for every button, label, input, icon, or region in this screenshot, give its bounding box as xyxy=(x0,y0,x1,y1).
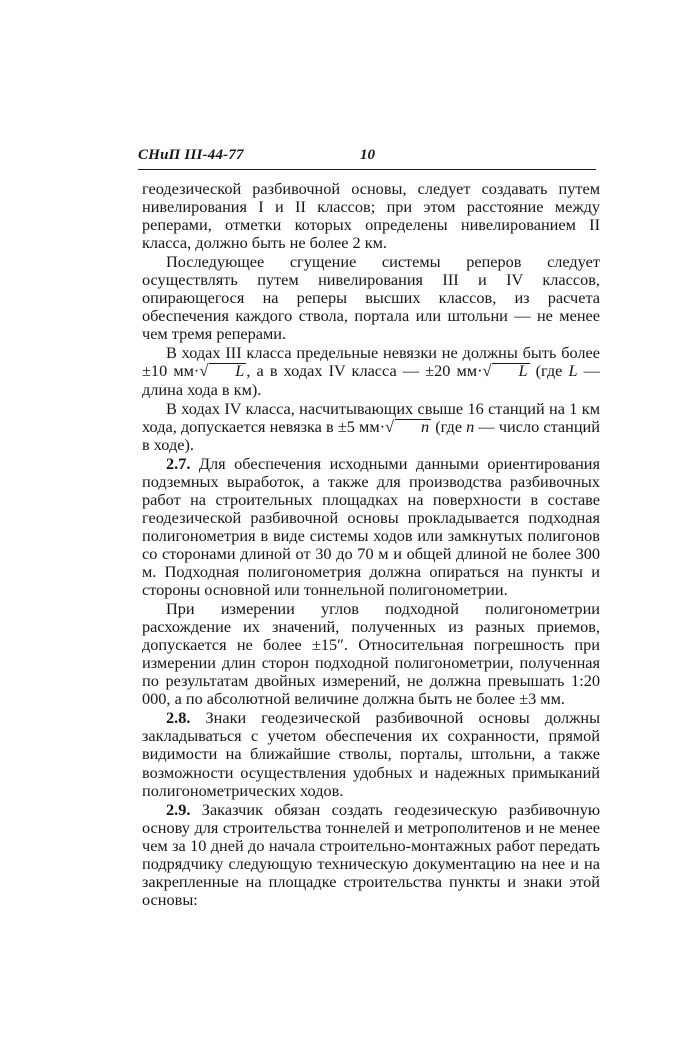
paragraph-angle-measurement: При измерении углов подходной полигонометрии расхождение их значений, полученных из разных приемов, допускается не более ±15″. Относительная погрешность при измерении длин сторон подходной полигонометрии, полученная по результатам двойных измерений, не должна превышать 1:20 000, а по абсолютной величине должна быть не более ±3 мм. xyxy=(142,599,600,709)
section-text: Знаки геодезической разбивочной основы должны закладываться с учетом обеспечения их сохранности, прямой видимости на ближайшие стволы, порталы, штольни, а также возможности осуществления удобных и надежных примыканий полигонометрических ходов. xyxy=(142,708,601,800)
sqrt-sign: √ xyxy=(482,361,492,381)
text-segment: В ходах IV класса, насчитывающих свыше 16 станций на 1 км хода, допускается невязка в ±5 мм· xyxy=(142,398,600,436)
body-text xyxy=(142,180,600,910)
paragraph-class-iii-misclosure xyxy=(142,344,600,398)
paragraph-densification: Последующее сгущение системы реперов следует осуществлять путем нивелирования III и IV классов, опирающегося на реперы высших классов, из расчета обеспечения каждого ствола, портала или штольни — не менее чем тремя реперами. xyxy=(142,252,600,344)
radicand: n xyxy=(395,419,431,434)
text-segment: , а в ходах IV класса — ±20 мм· xyxy=(246,361,483,381)
section-number: 2.9. xyxy=(166,799,191,819)
running-header xyxy=(138,147,596,170)
radicand: L xyxy=(209,363,246,378)
text-segment: — длина хода в км). xyxy=(142,361,600,399)
text-segment: — число станций в ходе). xyxy=(142,416,600,454)
section-2-9 xyxy=(142,801,600,909)
radicand: L xyxy=(492,363,529,378)
sqrt-sign: √ xyxy=(385,416,394,436)
section-number: 2.8. xyxy=(166,708,191,728)
variable: L xyxy=(568,361,578,381)
variable: n xyxy=(466,416,475,436)
section-2-7 xyxy=(142,455,600,599)
text-segment: В ходах III класса предельные невязки не должны быть более ±10 мм· xyxy=(142,343,600,381)
text-segment: (где xyxy=(529,361,569,381)
document-code: СНиП III-44-77 xyxy=(138,147,244,163)
section-text: Для обеспечения исходными данными ориентирования подземных выработок, а также для производства разбивочных работ на строительных площадках на поверхности в составе геодезической разбивочной основы прокладывается подходная полигонометрия в виде системы ходов или замкнутых полигонов со сторонами длиной от 30 до 70 м и общей длиной не более 300 м. Подходная полигонометрия должна опираться на пункты и стороны основной или тоннельной полигонометрии. xyxy=(142,453,600,600)
paragraph-continuation: геодезической разбивочной основы, следует создавать путем нивелирования I и II классов; при этом расстояние между реперами, отметки которых определены нивелированием II класса, должно быть не более 2 км. xyxy=(142,179,600,253)
paragraph-class-iv-misclosure xyxy=(142,400,600,454)
text-segment: (где xyxy=(431,416,467,436)
section-number: 2.7. xyxy=(166,453,191,473)
section-text: Заказчик обязан создать геодезическую разбивочную основу для строительства тоннелей и метрополитенов и не менее чем за 10 дней до начала строительно-монтажных работ передать подрядчику следующую техническую документацию на нее и на закрепленные на площадке строительства пункты и знаки этой основы: xyxy=(142,799,600,909)
sqrt-sign: √ xyxy=(199,361,209,381)
section-2-8 xyxy=(142,709,600,799)
page-number: 10 xyxy=(360,147,375,163)
